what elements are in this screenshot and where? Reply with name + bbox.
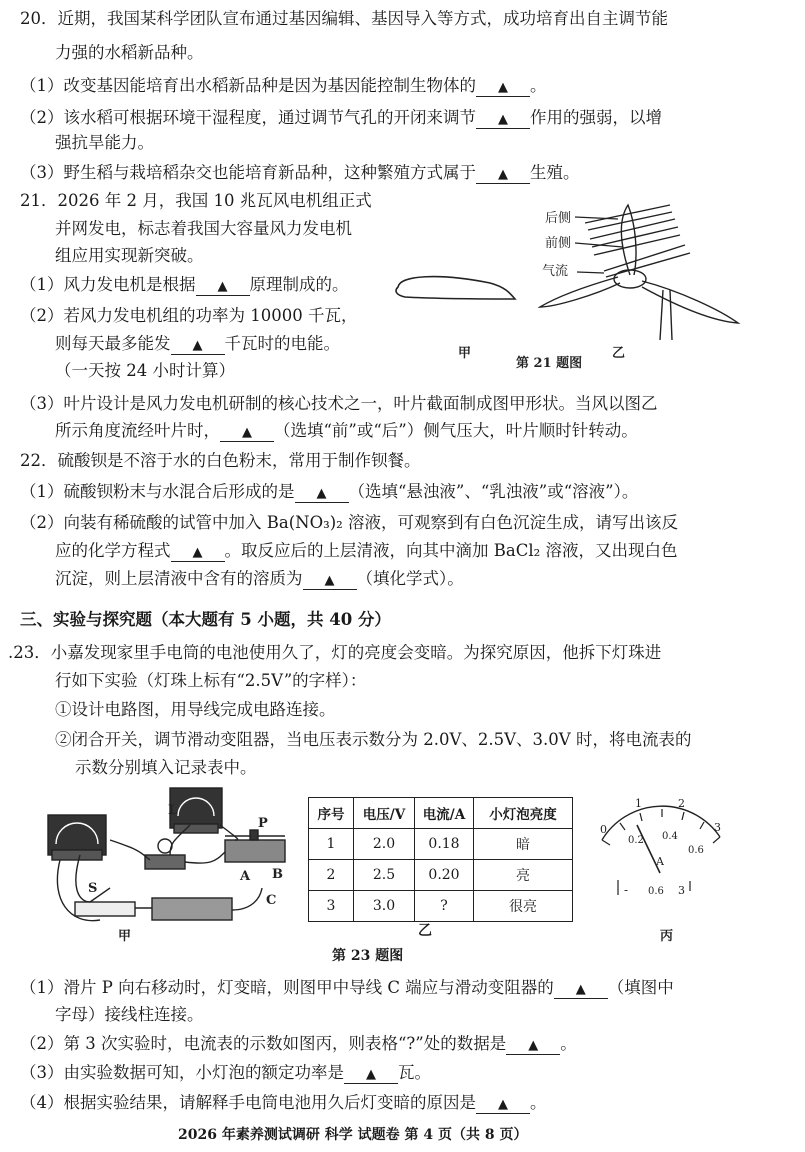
q22-p2-text2: 沉淀，则上层清液中含有的溶质为: [55, 569, 303, 588]
q21-p2-text: 则每天最多能发: [55, 334, 171, 353]
q23-stem-line2: 行如下实验（灯珠上标有“2.5V”的字样）：: [55, 671, 367, 690]
answer-blank[interactable]: ▲: [506, 1038, 560, 1055]
table-header: 电流/A: [415, 798, 474, 829]
q21-caption: 第 21 题图: [516, 356, 583, 370]
q22-part2-cont: [55, 540, 677, 562]
q23-part1: [20, 977, 674, 999]
table-header: 电压/V: [354, 798, 415, 829]
dial-ticks: [602, 809, 720, 845]
q22-p2-end: （填化学式）。: [356, 569, 464, 588]
q21-part2: （2）若风力发电机组的功率为 10000 千瓦，: [20, 306, 358, 325]
label-back-side: 后侧: [545, 211, 572, 226]
scale-bottom: 0.4: [662, 831, 678, 842]
q23-p4-end: 。: [530, 1093, 547, 1112]
q22-p1-end: （选填“悬浊液”、“乳浊液”或“溶液”）。: [348, 482, 639, 501]
q23-step2-cont: 示数分别填入记录表中。: [75, 758, 257, 777]
q23-caption: 第 23 题图: [332, 948, 404, 964]
q20-p3-text: （3）野生稻与栽培稻杂交也能培育新品种，这种繁殖方式属于: [20, 163, 476, 182]
q20-p1-text: （1）改变基因能培育出水稻新品种是因为基因能控制生物体的: [20, 76, 476, 95]
terminal-label: -: [624, 883, 629, 897]
q22-stem: 22．硫酸钡是不溶于水的白色粉末，常用于制作钡餐。: [20, 451, 421, 470]
q23-step2: ②闭合开关，调节滑动变阻器，当电压表示数分为 2.0V、2.5V、3.0V 时，将电流表的: [55, 730, 692, 749]
q23-stem-line1: .23．小嘉发现家里手电筒的电池使用久了，灯的亮度会变暗。为探究原因，他拆下灯珠进: [8, 643, 662, 662]
answer-blank[interactable]: ▲: [344, 1067, 398, 1084]
table-header: 序号: [309, 798, 354, 829]
table-cell: 2.5: [354, 860, 415, 891]
table-cell: 亮: [474, 860, 573, 891]
answer-blank[interactable]: ▲: [476, 80, 530, 97]
answer-blank[interactable]: ▲: [196, 279, 250, 296]
table-cell: 暗: [474, 829, 573, 860]
q23-p2-text: （2）第 3 次实验时，电流表的示数如图丙，则表格“?”处的数据是: [20, 1034, 507, 1053]
label-airflow: 气流: [542, 264, 569, 279]
q21-figure: [380, 195, 770, 370]
q22-p1-text: （1）硫酸钡粉末与水混合后形成的是: [20, 482, 295, 501]
answer-blank[interactable]: ▲: [303, 573, 357, 590]
q23-part2: [20, 1033, 577, 1055]
table-cell: 2.0: [354, 829, 415, 860]
q23-p3-text: （3）由实验数据可知，小灯泡的额定功率是: [20, 1063, 344, 1082]
q23-part1-cont: 字母）接线柱连接。: [55, 1005, 204, 1024]
table-cell: ?: [415, 891, 474, 922]
airfoil-shape: [396, 277, 515, 299]
table-row: [309, 860, 573, 891]
terminal-label: 0.6: [648, 886, 664, 897]
q23-part3: [20, 1062, 431, 1084]
answer-blank[interactable]: ▲: [554, 982, 608, 999]
q21-p3-end: （选填“前”或“后”）侧气压大，叶片顺时针转动。: [274, 421, 638, 440]
q21-part3-cont: [55, 420, 638, 442]
answer-blank[interactable]: ▲: [476, 1097, 530, 1114]
q22-p2-mid: 。取反应后的上层清液，向其中滴加 BaCl₂ 溶液，又出现白色: [224, 541, 678, 560]
q23-part4: [20, 1092, 547, 1114]
q21-stem-line3: 组应用实现新突破。: [55, 246, 204, 265]
q22-part1: [20, 481, 638, 503]
table-cell: 0.20: [415, 860, 474, 891]
label-bing: 丙: [660, 929, 674, 944]
table-cell: 3.0: [354, 891, 415, 922]
scale-bottom: 0.6: [688, 845, 704, 856]
q20-p1-end: 。: [530, 76, 547, 95]
q20-part2: [20, 107, 662, 129]
label-yi-23: 乙: [418, 923, 432, 939]
q21-p1-text: （1）风力发电机是根据: [20, 275, 196, 294]
answer-blank[interactable]: ▲: [220, 425, 274, 442]
q21-stem-line1: 21．2026 年 2 月，我国 10 兆瓦风电机组正式: [20, 191, 372, 210]
scale-top: 3: [714, 821, 721, 834]
q21-part3: （3）叶片设计是风力发电机研制的核心技术之一，叶片截面制成图甲形状。当风以图乙: [20, 394, 658, 413]
q23-step1: ①设计电路图，用导线完成电路连接。: [55, 700, 336, 719]
label-jia: 甲: [458, 346, 472, 361]
q21-stem-line2: 并网发电，标志着我国大容量风力发电机: [55, 219, 352, 238]
page-footer: 2026 年素养测试调研 科学 试题卷 第 4 页（共 8 页）: [178, 1127, 528, 1143]
q20-p3-end: 生殖。: [530, 163, 580, 182]
label-A: A: [240, 869, 251, 884]
q23-p1-text: （1）滑片 P 向右移动时，灯变暗，则图甲中导线 C 端应与滑动变阻器的: [20, 978, 554, 997]
answer-blank[interactable]: ▲: [171, 545, 225, 562]
scale-bottom: 0.2: [628, 835, 644, 846]
q20-stem-line2: 力强的水稻新品种。: [55, 43, 204, 62]
table-cell: 1: [309, 829, 354, 860]
scale-top: 1: [635, 797, 642, 810]
table-header-row: [309, 798, 573, 829]
q22-part2: （2）向装有稀硫酸的试管中加入 Ba(NO₃)₂ 溶液，可观察到有白色沉淀生成，请写出该反: [20, 513, 679, 532]
label-front-side: 前侧: [545, 236, 572, 251]
label-C: C: [266, 893, 277, 908]
q21-p1-end: 原理制成的。: [249, 275, 349, 294]
table-row: [309, 829, 573, 860]
label-B: B: [272, 867, 283, 882]
q21-part2-cont: [55, 333, 340, 355]
leader-lines: [575, 217, 623, 273]
answer-blank[interactable]: ▲: [476, 167, 530, 184]
table-cell: 2: [309, 860, 354, 891]
q20-p2-end: 作用的强弱，以增: [530, 108, 662, 127]
table-cell: 很亮: [474, 891, 573, 922]
table-cell: 0.18: [415, 829, 474, 860]
answer-blank[interactable]: ▲: [171, 338, 225, 355]
q23-p3-end: 瓦。: [398, 1063, 431, 1082]
q23-p2-end: 。: [560, 1034, 577, 1053]
scale-top: 0: [600, 823, 607, 836]
q22-p2-text: 应的化学方程式: [55, 541, 171, 560]
q21-p3-text: 所示角度流经叶片时，: [55, 421, 220, 440]
section-3-heading: 三、实验与探究题（本大题有 5 小题，共 40 分）: [20, 610, 391, 629]
label-S: S: [88, 881, 98, 896]
q21-part1: [20, 274, 349, 296]
label-yi: 乙: [612, 346, 626, 361]
answer-blank[interactable]: ▲: [295, 486, 349, 503]
terminal-label: 3: [678, 884, 685, 897]
ammeter-dial-figure: [590, 795, 740, 945]
table-cell: 3: [309, 891, 354, 922]
q20-p2-text: （2）该水稻可根据环境干湿程度，通过调节气孔的开闭来调节: [20, 108, 476, 127]
label-L: L: [168, 803, 178, 818]
needle-label: A: [656, 855, 664, 868]
q23-circuit-figure: [40, 780, 300, 945]
q21-part2-note: （一天按 24 小时计算）: [55, 361, 235, 380]
q20-part1: [20, 75, 547, 97]
table-row: [309, 891, 573, 922]
record-table: [308, 797, 573, 922]
scale-top: 2: [678, 797, 685, 810]
q20-stem-line1: 20．近期，我国某科学团队宣布通过基因编辑、基因导入等方式，成功培育出自主调节能: [20, 9, 668, 28]
table-header: 小灯泡亮度: [474, 798, 573, 829]
answer-blank[interactable]: ▲: [476, 112, 530, 129]
q21-p2-end: 千瓦时的电能。: [224, 334, 340, 353]
q20-part3: [20, 162, 580, 184]
label-jia-23: 甲: [118, 929, 132, 944]
q20-part2-cont: 强抗旱能力。: [55, 133, 154, 152]
q23-p4-text: （4）根据实验结果，请解释手电筒电池用久后灯变暗的原因是: [20, 1093, 476, 1112]
q23-p1-end: （填图中: [607, 978, 674, 997]
label-P: P: [258, 816, 268, 831]
q22-part2-cont2: [55, 568, 464, 590]
